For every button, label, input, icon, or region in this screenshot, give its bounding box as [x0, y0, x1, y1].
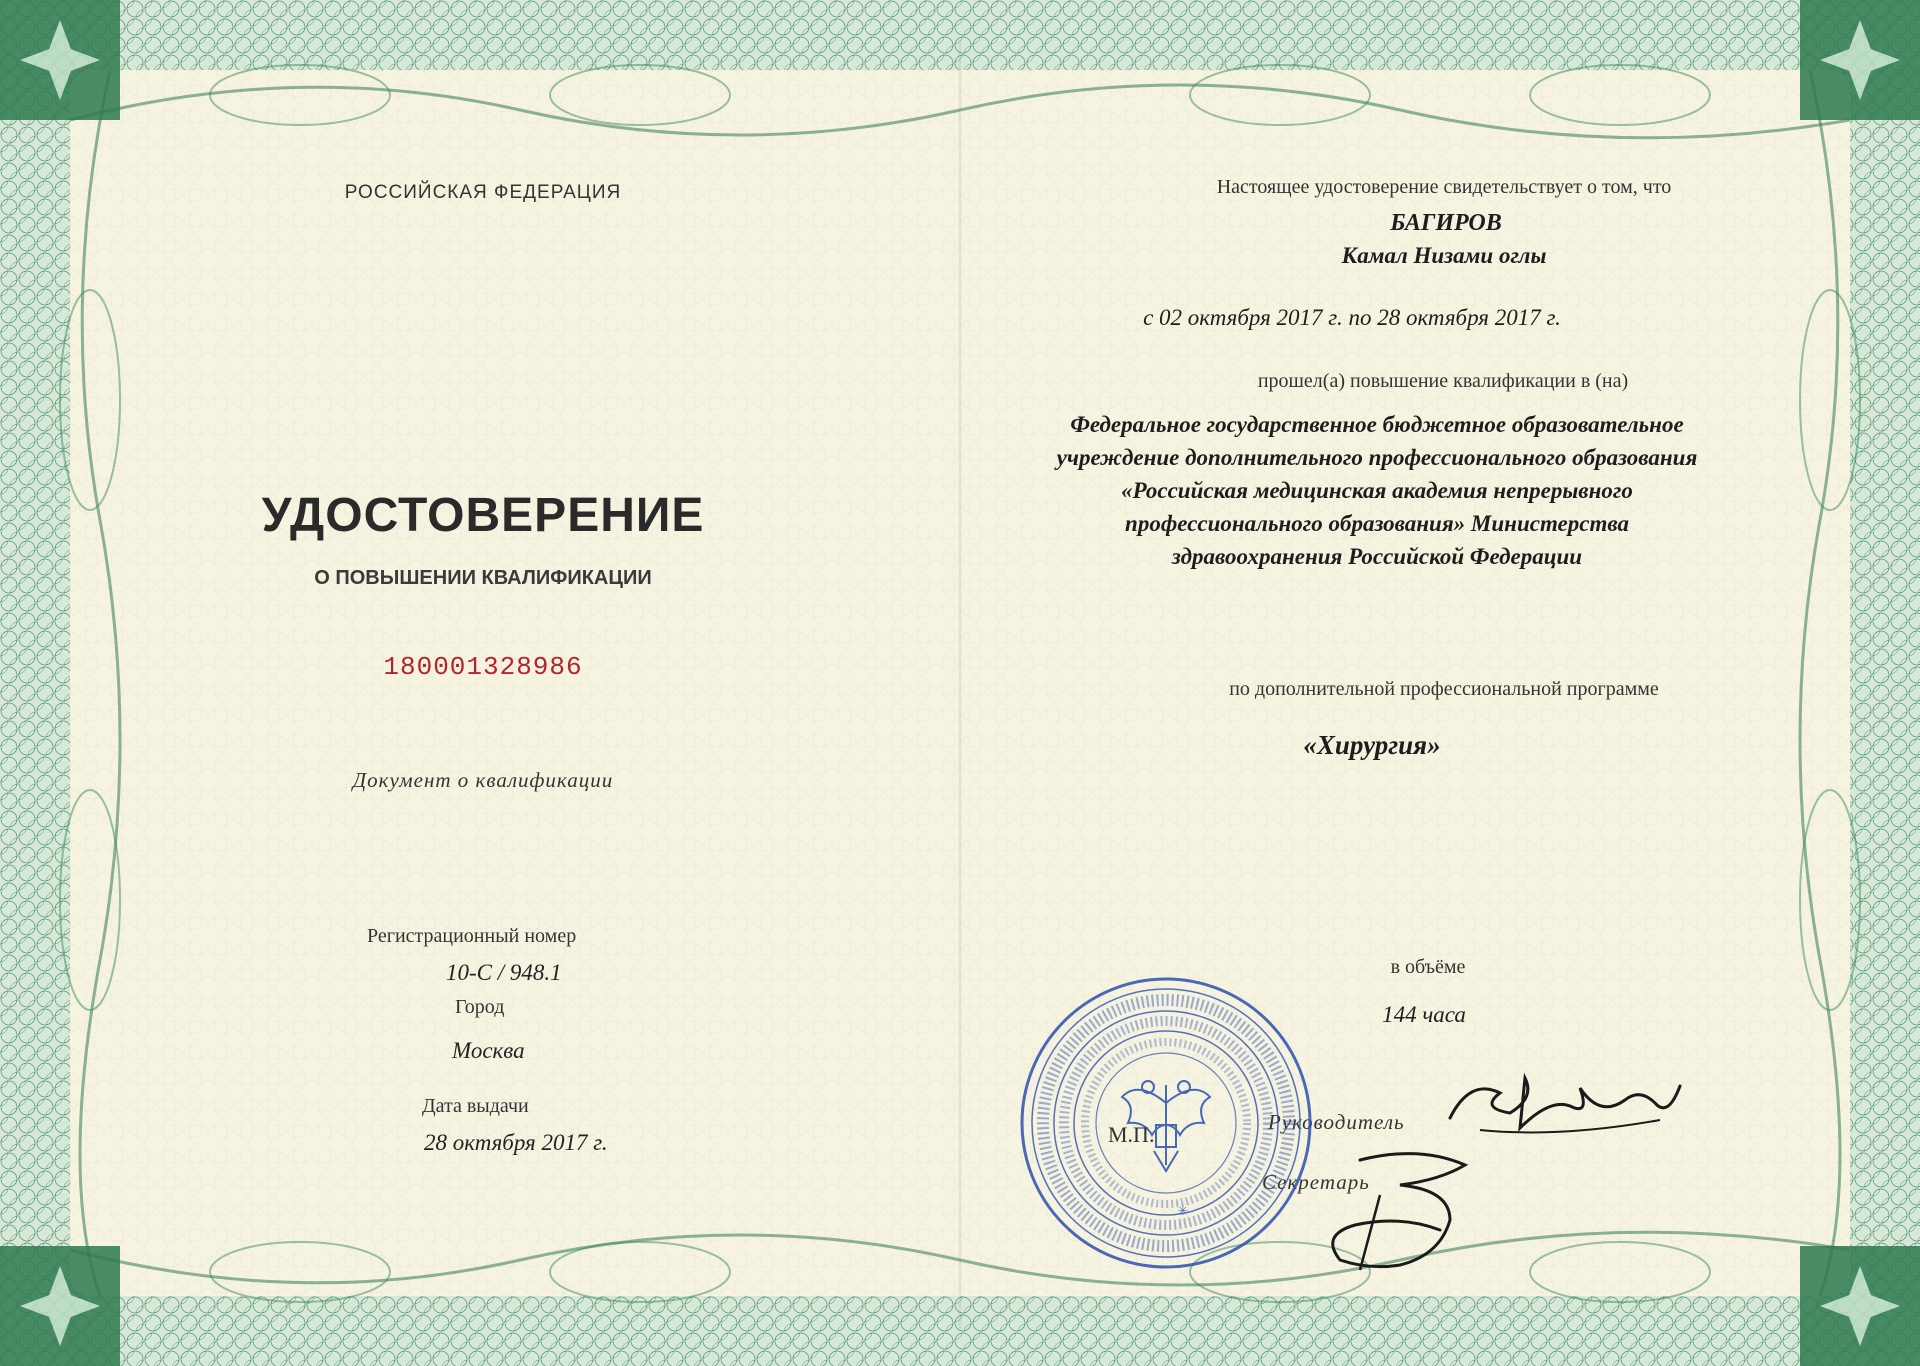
issue-date-value: 28 октября 2017 г.	[424, 1130, 608, 1155]
seal-mark-label: М.П.	[1108, 1122, 1155, 1147]
passed-text: прошел(а) повышение квалификации в (на)	[1257, 370, 1629, 392]
city-label: Город	[455, 996, 505, 1018]
training-period: с 02 октября 2017 г. по 28 октября 2017 г.	[1143, 305, 1561, 330]
institution-line: учреждение дополнительного профессионального образования	[1056, 445, 1698, 470]
secretary-label: Секретарь	[1262, 1170, 1370, 1194]
institution-line: Федеральное государственное бюджетное образовательное	[1070, 412, 1684, 437]
document-type: Документ о квалификации	[352, 768, 614, 792]
official-seal	[1018, 975, 1314, 1271]
institution-line: здравоохранения Российской Федерации	[1171, 544, 1583, 569]
document-title: УДОСТОВЕРЕНИЕ	[261, 489, 705, 542]
intro-text: Настоящее удостоверение свидетельствует о том, что	[1216, 176, 1672, 198]
document-subtitle: О ПОВЫШЕНИИ КВАЛИФИКАЦИИ	[314, 567, 652, 589]
program-name: «Хирургия»	[1303, 730, 1441, 760]
institution-line: профессионального образования» Министерства	[1125, 511, 1629, 536]
volume-label: в объёме	[1390, 956, 1466, 978]
city-value: Москва	[452, 1038, 525, 1063]
svg-text:✳: ✳	[1177, 1203, 1189, 1218]
issue-date-label: Дата выдачи	[422, 1095, 529, 1117]
serial-number: 180001328986	[383, 652, 583, 682]
recipient-surname: БАГИРОВ	[1390, 210, 1502, 236]
program-label: по дополнительной профессиональной программе	[1229, 678, 1659, 700]
reg-number-label: Регистрационный номер	[367, 925, 577, 947]
volume-value: 144 часа	[1382, 1002, 1466, 1027]
country-label: РОССИЙСКАЯ ФЕДЕРАЦИЯ	[344, 182, 622, 203]
reg-number-value: 10-С / 948.1	[446, 960, 562, 985]
director-label: Руководитель	[1268, 1110, 1405, 1134]
director-signature	[1440, 1058, 1700, 1148]
center-fold	[958, 40, 962, 1330]
secretary-signature	[1300, 1140, 1560, 1280]
institution-line: «Российская медицинская академия непрерывного	[1121, 478, 1633, 503]
institution-name	[1057, 408, 1698, 573]
recipient-given-names: Камал Низами оглы	[1341, 243, 1547, 268]
